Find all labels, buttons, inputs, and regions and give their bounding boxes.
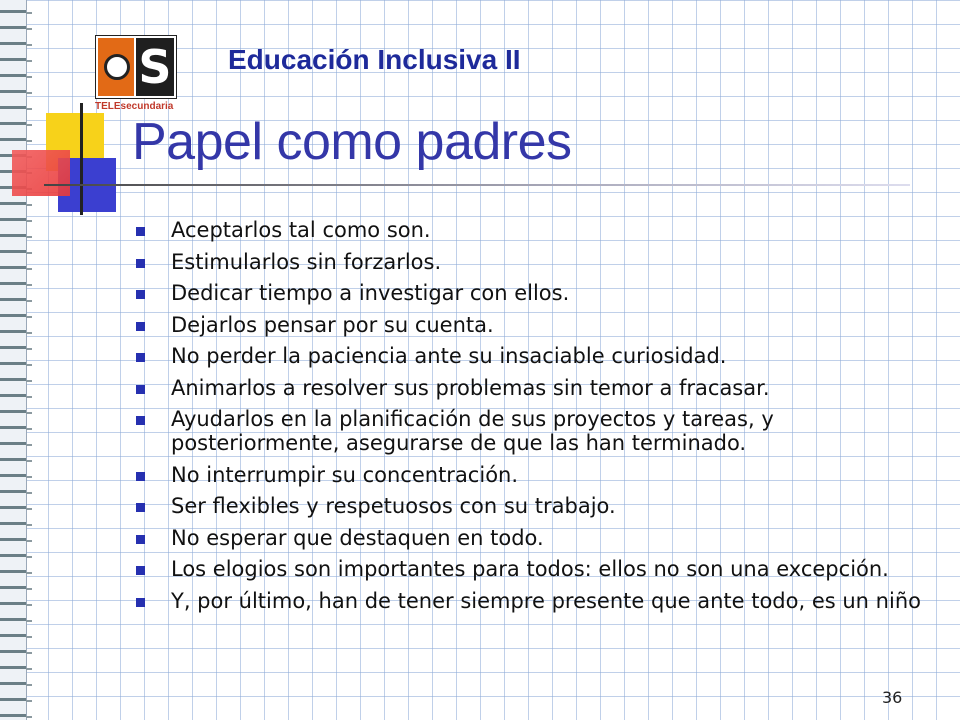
title-underline [44, 184, 910, 186]
notebook-binding [0, 0, 27, 720]
slide-title: Papel como padres [132, 113, 572, 171]
bullet-item [134, 376, 924, 400]
page-number: 36 [882, 688, 903, 707]
bullet-text: No esperar que destaquen en todo. [171, 525, 544, 550]
bullet-text: No perder la paciencia ante su insaciable curiosidad. [171, 344, 727, 368]
logo-s-letter: S [136, 38, 174, 96]
bullet-item [134, 218, 924, 242]
bullet-item [134, 589, 924, 613]
bullet-text: Dedicar tiempo a investigar con ellos. [171, 281, 570, 305]
bullet-square-icon [136, 416, 145, 425]
telesecundaria-logo [95, 35, 177, 117]
bullet-square-icon [136, 535, 145, 544]
bullet-text: Y, por último, han de tener siempre presente que ante todo, es un niño [171, 588, 921, 613]
bullet-list [134, 218, 924, 620]
bullet-text: Ayudarlos en la planificación de sus proyectos y tareas, y posteriormente, asegurarse de que las han terminado. [171, 407, 774, 455]
bullet-item [134, 313, 924, 337]
bullet-square-icon [136, 259, 145, 268]
bullet-text: Aceptarlos tal como son. [171, 218, 431, 242]
bullet-text: Animarlos a resolver sus problemas sin temor a fracasar. [171, 375, 770, 400]
decor-red-square [12, 150, 70, 196]
bullet-item [134, 494, 924, 518]
subject-title: Educación Inclusiva II [228, 44, 521, 75]
bullet-item [134, 407, 924, 455]
bullet-text: No interrumpir su concentración. [171, 462, 519, 487]
bullet-text: Estimularlos sin forzarlos. [171, 249, 442, 274]
bullet-square-icon [136, 503, 145, 512]
bullet-text: Ser flexibles y respetuosos con su trabajo. [171, 494, 616, 518]
bullet-item [134, 463, 924, 487]
logo-circle-icon [104, 54, 130, 80]
logo-frame [95, 35, 177, 99]
bullet-square-icon [136, 227, 145, 236]
bullet-square-icon [136, 322, 145, 331]
bullet-square-icon [136, 566, 145, 575]
bullet-text: Dejarlos pensar por su cuenta. [171, 312, 494, 337]
decor-vertical-line [80, 103, 83, 215]
bullet-square-icon [136, 472, 145, 481]
bullet-square-icon [136, 385, 145, 394]
bullet-item [134, 281, 924, 305]
bullet-text: Los elogios son importantes para todos: ellos no son una excepción. [171, 557, 889, 581]
bullet-square-icon [136, 353, 145, 362]
bullet-item [134, 526, 924, 550]
bullet-square-icon [136, 598, 145, 607]
logo-caption: TELEsecundaria [95, 101, 174, 112]
bullet-item [134, 250, 924, 274]
bullet-item [134, 557, 924, 581]
bullet-square-icon [136, 290, 145, 299]
bullet-item [134, 344, 924, 368]
